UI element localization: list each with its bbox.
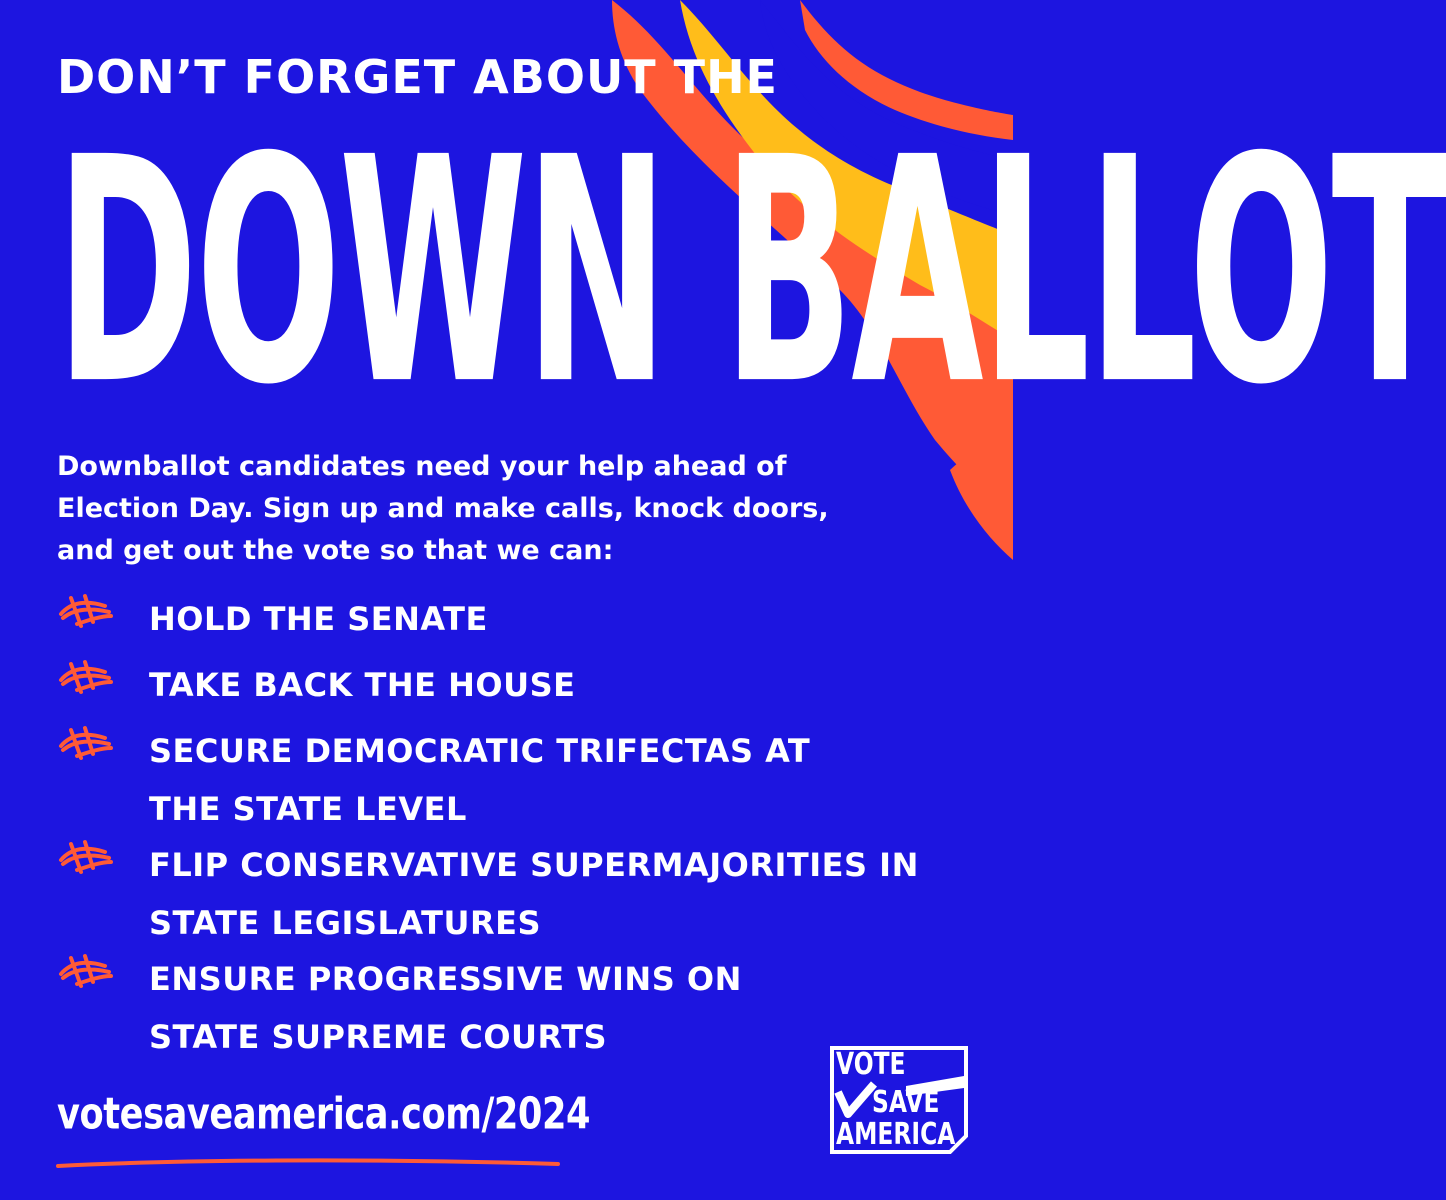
- goal-text: ENSURE PROGRESSIVE WINS ON STATE SUPREME COURTS: [149, 960, 742, 1056]
- goal-text: SECURE DEMOCRATIC TRIFECTAS AT THE STATE LEVEL: [149, 732, 811, 828]
- headline: DOWN BALLOT: [56, 92, 1446, 453]
- vote-save-america-logo: [828, 1044, 970, 1156]
- goal-text: TAKE BACK THE HOUSE: [149, 666, 576, 704]
- scribble-icon: [57, 658, 115, 698]
- scribble-icon: [57, 592, 115, 632]
- scribble-icon: [57, 724, 115, 764]
- checkmark-icon: [836, 1082, 876, 1118]
- logo-line-vote: VOTE: [836, 1047, 906, 1082]
- url-underline: [56, 1152, 560, 1176]
- scribble-icon: [57, 838, 115, 878]
- website-link[interactable]: votesaveamerica.com/2024: [57, 1088, 591, 1140]
- logo-line-america: AMERICA: [836, 1117, 956, 1152]
- scribble-icon: [57, 952, 115, 992]
- eyebrow-heading: DON’T FORGET ABOUT THE: [57, 50, 778, 104]
- intro-text: Downballot candidates need your help ahead of Election Day. Sign up and make calls, knock doors, and get out the vote so that we can:: [57, 451, 829, 566]
- goal-text: HOLD THE SENATE: [149, 600, 488, 638]
- logo-line-save: SAVE: [872, 1085, 940, 1120]
- goal-text: FLIP CONSERVATIVE SUPERMAJORITIES IN STATE LEGISLATURES: [149, 846, 919, 942]
